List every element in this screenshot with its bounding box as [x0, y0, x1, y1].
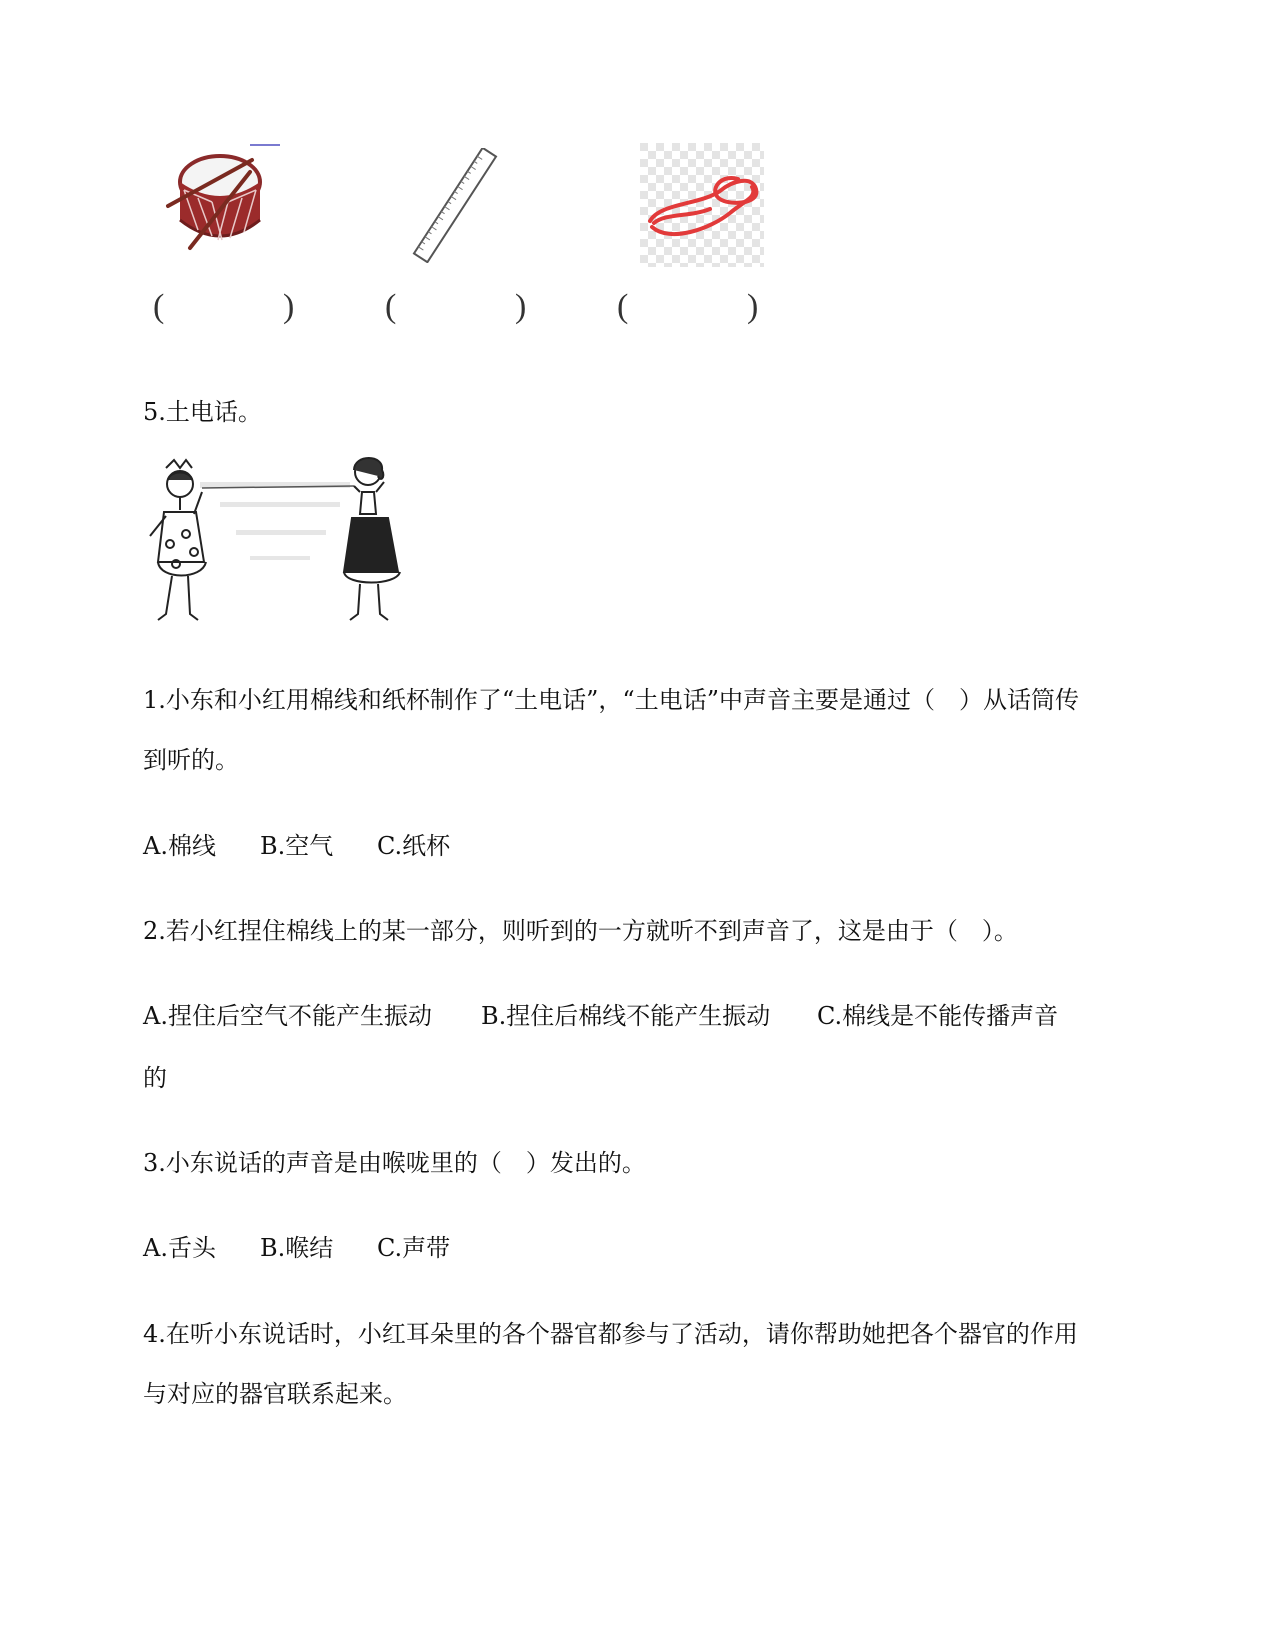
question-2-option-continuation: 的: [143, 1064, 167, 1092]
option-a[interactable]: A.棉线: [143, 832, 216, 860]
option-a[interactable]: A.捏住后空气不能产生振动: [143, 1002, 432, 1030]
close-paren: ): [515, 288, 527, 325]
section-title: 5.土电话。: [143, 398, 262, 426]
string-telephone-illustration: [140, 452, 412, 630]
option-c[interactable]: C.棉线是不能传播声音: [817, 1002, 1059, 1030]
option-a[interactable]: A.舌头: [143, 1234, 216, 1262]
ruler-icon: [400, 148, 510, 263]
question-2-options: [143, 1000, 1058, 1032]
option-c[interactable]: C.声带: [377, 1234, 451, 1262]
rubber-band-image: [640, 143, 764, 267]
option-b[interactable]: B.捏住后棉线不能产生振动: [481, 1002, 771, 1030]
answer-blank[interactable]: [385, 288, 535, 332]
question-4-line-2: 与对应的器官联系起来。: [143, 1380, 407, 1408]
string-telephone-girls-illustration: [140, 452, 412, 630]
question-2-line-1: 2.若小红捏住棉线上的某一部分，则听到的一方就听不到声音了，这是由于（ ）。: [143, 917, 1018, 945]
ruler-image: [400, 148, 510, 263]
question-3-line-1: 3.小东说话的声音是由喉咙里的（ ）发出的。: [143, 1149, 646, 1177]
open-paren: (: [617, 288, 629, 325]
question-1-line-1: 1.小东和小红用棉线和纸杯制作了“土电话”，“土电话”中声音主要是通过（ ）从话筒传: [143, 686, 1079, 714]
drum-image: [160, 140, 290, 260]
close-paren: ): [747, 288, 759, 325]
answer-blank[interactable]: [617, 288, 767, 332]
open-paren: (: [153, 288, 165, 325]
option-b[interactable]: B.空气: [260, 832, 334, 860]
option-b[interactable]: B.喉结: [260, 1234, 334, 1262]
open-paren: (: [385, 288, 397, 325]
drum-with-sticks-icon: [160, 140, 290, 260]
question-4-line-1: 4.在听小东说话时，小红耳朵里的各个器官都参与了活动，请你帮助她把各个器官的作用: [143, 1320, 1078, 1348]
option-c[interactable]: C.纸杯: [377, 832, 451, 860]
question-3-options: [143, 1232, 450, 1264]
answer-blank[interactable]: [153, 288, 303, 332]
question-1-options: [143, 830, 450, 862]
rubber-band-icon: [640, 143, 764, 267]
question-1-line-2: 到听的。: [143, 746, 239, 774]
close-paren: ): [283, 288, 295, 325]
